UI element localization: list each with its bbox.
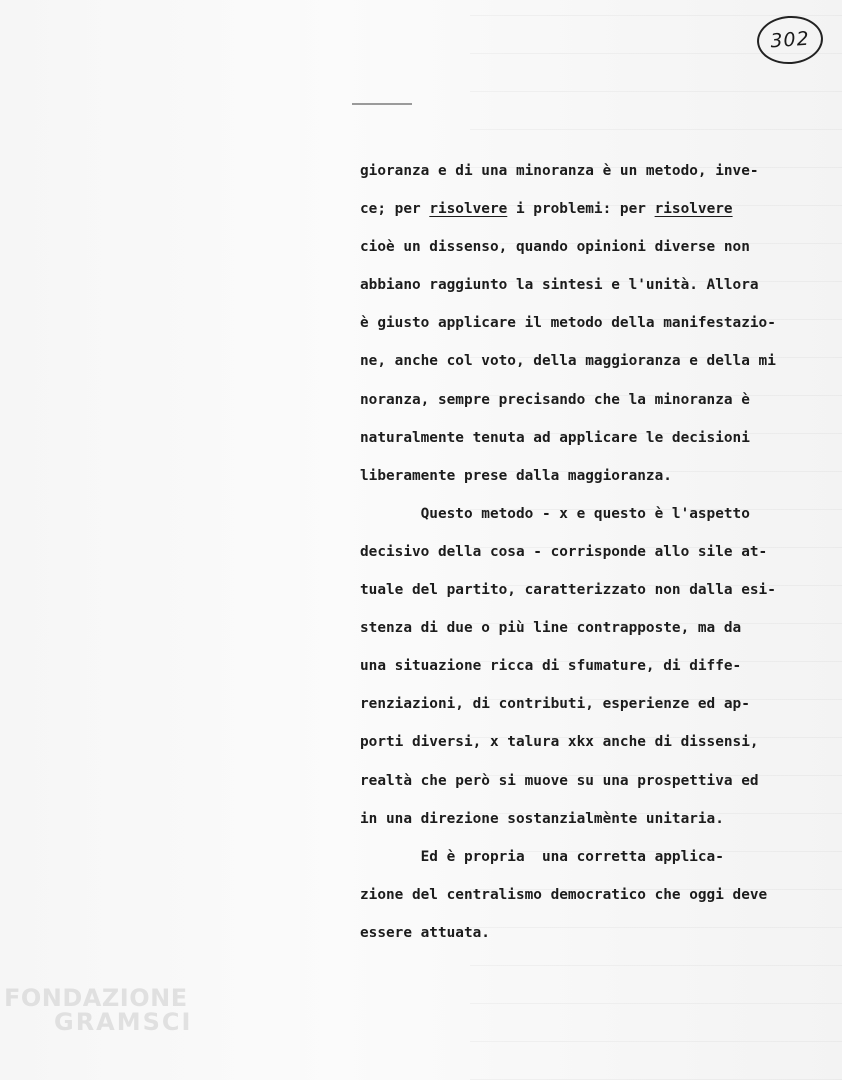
text-line: realtà che però si muove su una prospettiva ed [360, 772, 759, 789]
text-line: è giusto applicare il metodo della manifestazio- [360, 315, 776, 332]
underlined-word: risolvere [654, 201, 733, 218]
watermark-line-2: GRAMSCI [54, 1008, 193, 1036]
text-line: una situazione ricca di sfumature, di diffe- [360, 658, 742, 675]
watermark-line-1: FONDAZIONE [4, 984, 188, 1012]
underlined-word: risolvere [429, 201, 508, 218]
text-line: ne, anche col voto, della maggioranza e della mi [360, 353, 776, 370]
text-line: tuale del partito, caratterizzato non dalla esi- [360, 582, 776, 599]
text-line: abbiano raggiunto la sintesi e l'unità. Allora [360, 277, 759, 294]
text-line: liberamente prese dalla maggioranza. [360, 467, 672, 484]
text-line: cioè un dissenso, quando opinioni diverse non [360, 239, 750, 256]
archive-watermark [4, 986, 224, 1034]
text-segment: i problemi: per [507, 201, 655, 218]
text-line [360, 190, 842, 228]
page-number: 302 [769, 27, 811, 53]
text-line: porti diversi, x talura xkx anche di dissensi, [360, 734, 759, 751]
text-line: Ed è propria una corretta applica- [360, 848, 724, 865]
text-line: stenza di due o più line contrapposte, ma da [360, 620, 742, 637]
text-line: decisivo della cosa - corrisponde allo sile at- [360, 543, 768, 560]
text-line: zione del centralismo democratico che oggi deve [360, 886, 768, 903]
text-line: gioranza e di una minoranza è un metodo, inve- [360, 163, 759, 179]
text-line: in una direzione sostanzialmènte unitaria. [360, 810, 724, 827]
typed-text-block [360, 152, 842, 952]
text-line: renziazioni, di contributi, esperienze ed ap- [360, 696, 750, 713]
text-line: Questo metodo - x e questo è l'aspetto [360, 505, 750, 522]
text-line: naturalmente tenuta ad applicare le decisioni [360, 429, 750, 446]
top-dash-mark [352, 103, 412, 105]
text-segment: ce; per [360, 201, 430, 218]
text-line: essere attuata. [360, 924, 490, 941]
text-line: noranza, sempre precisando che la minoranza è [360, 391, 750, 408]
